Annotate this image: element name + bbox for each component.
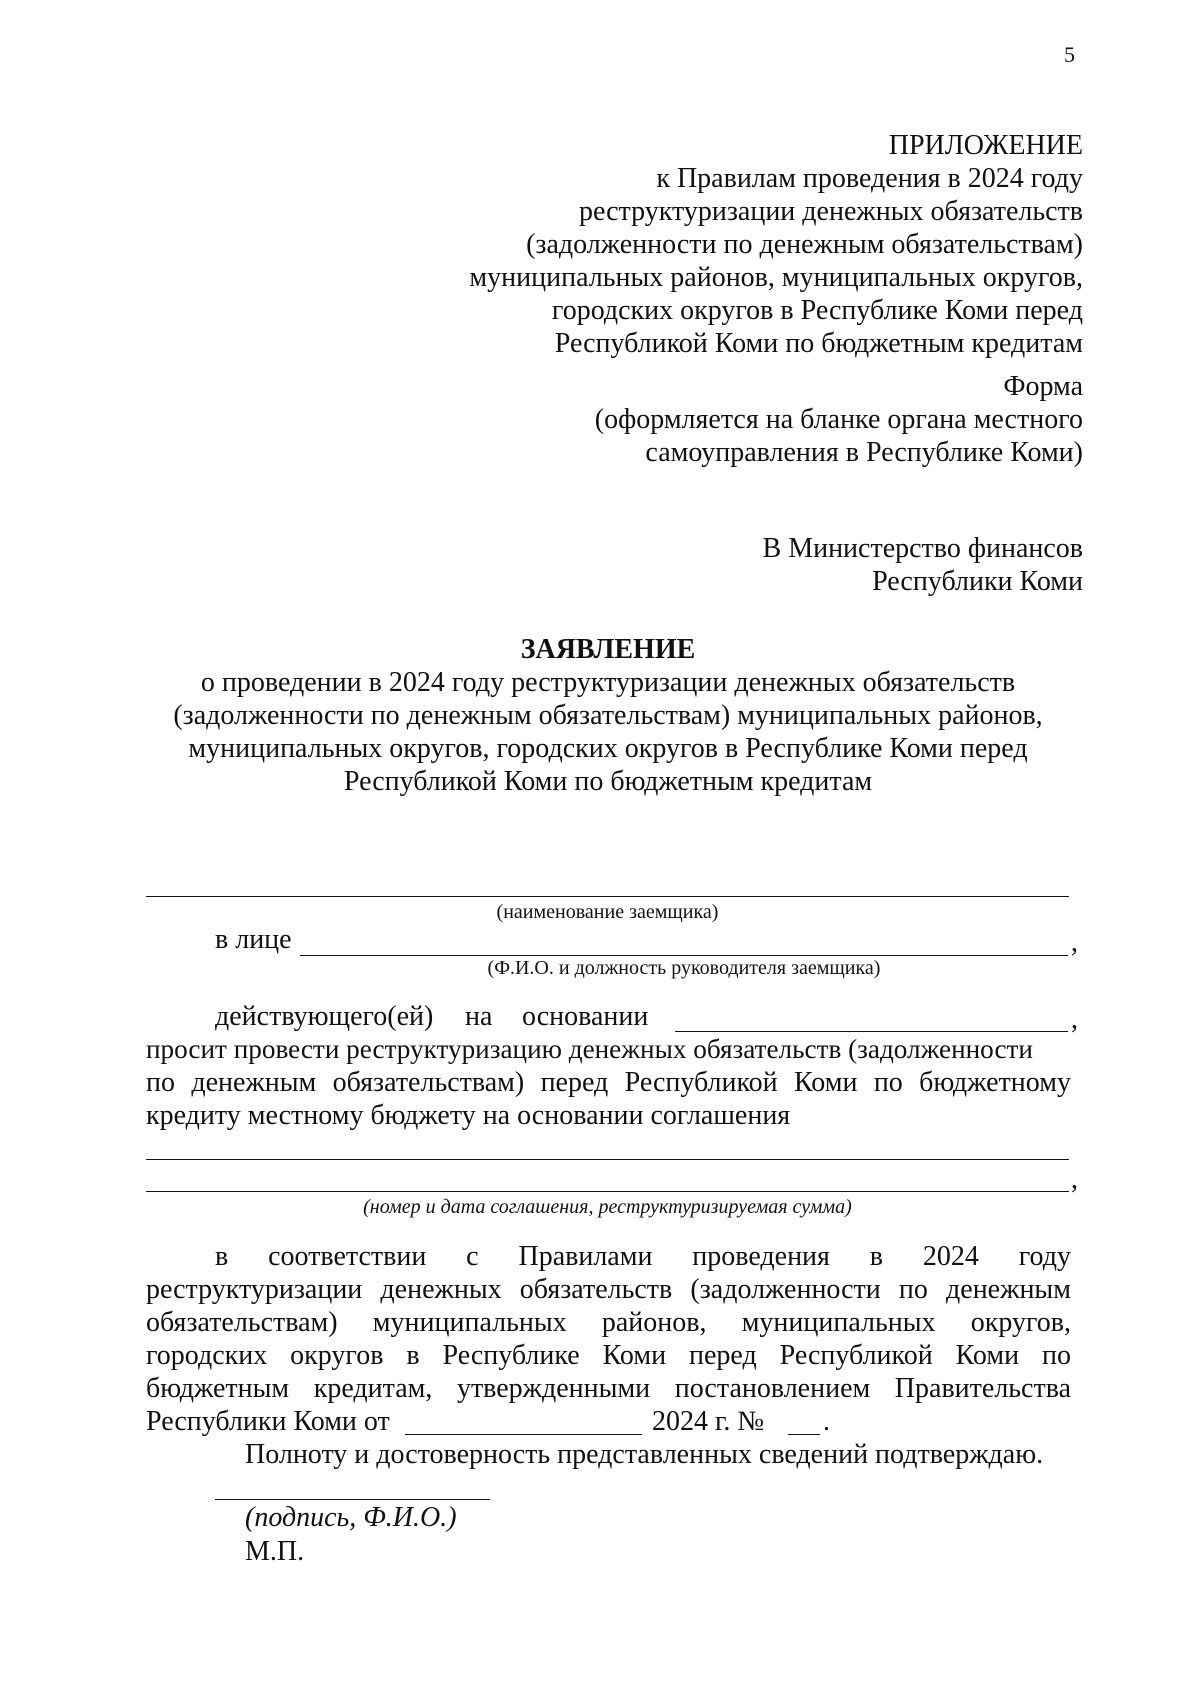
page-number: 5 [1064,42,1075,67]
word: с [466,1241,479,1272]
word: бюджетному [919,1067,1071,1098]
word: обязательств [519,1274,673,1305]
word: обязательствам) [332,1067,525,1098]
subtitle-line: о проведении в 2024 году реструктуризации денежных обязательств [200,667,1016,698]
word: Правительства [894,1373,1071,1404]
word: округов, [970,1307,1071,1338]
comma: , [1071,1164,1078,1195]
appendix-line: (задолженности по денежным обязательствам) [526,229,1083,260]
comma: , [1071,1004,1078,1035]
word: Коми [794,1067,858,1098]
word: 2024 [922,1241,979,1272]
document-title: ЗАЯВЛЕНИЕ [520,634,696,665]
appendix-line: Республикой Коми по бюджетным кредитам [554,328,1083,359]
word: в [406,1340,420,1371]
word: денежным [946,1274,1071,1305]
acting-word: на [465,1001,493,1032]
word: году [1018,1241,1071,1272]
word: (задолженности [690,1274,881,1305]
agreement-caption: (номер и дата соглашения, реструктуризируемая сумма) [363,1196,852,1218]
head-name-caption: (Ф.И.О. и должность руководителя заемщика) [487,957,881,979]
subtitle-line: муниципальных округов, городских округов в Республике Коми перед [188,733,1028,764]
agreement-field[interactable] [146,1191,1069,1192]
comma: , [1071,927,1078,958]
represented-by-label: в лице [215,924,292,955]
resolution-number-field[interactable] [788,1434,820,1435]
appendix-header [363,129,1083,360]
appendix-line: реструктуризации денежных обязательств [579,196,1083,227]
borrower-name-field[interactable] [146,896,1069,897]
borrower-name-caption: (наименование заемщика) [496,901,719,923]
accordance-line [146,1372,1071,1405]
request-line: просит провести реструктуризацию денежных обязательств (задолженности [146,1034,1033,1064]
signature-field[interactable] [215,1499,490,1500]
word: соответствии [268,1241,427,1272]
form-label: Форма [1003,371,1083,402]
addressee-line: Республики Коми [872,566,1083,597]
word: городских [146,1340,268,1371]
word: Республикой [779,1340,933,1371]
word: районов, [601,1307,707,1338]
period: . [823,1406,830,1437]
addressee-line: В Министерство финансов [762,533,1083,564]
document-subtitle [146,666,1070,798]
request-line: кредиту местному бюджету на основании соглашения [146,1100,791,1131]
word: перед [540,1067,609,1098]
agreement-field[interactable] [146,1159,1069,1160]
word: по [898,1274,928,1305]
request-line [146,1066,1071,1099]
basis-field[interactable] [675,1031,1068,1032]
accordance-line [215,1240,1071,1273]
acting-word: основании [522,1001,649,1032]
accordance-number-label: 2024 г. № [652,1406,765,1437]
word: бюджетным [146,1373,290,1404]
subtitle-line: Республикой Коми по бюджетным кредитам [343,766,873,797]
word: в [215,1241,229,1272]
appendix-line: городских округов в Республике Коми перед [551,295,1083,326]
word: Коми [955,1340,1020,1371]
word: по [1042,1340,1071,1371]
word: Республике [442,1340,580,1371]
word: по [146,1067,175,1098]
addressee [363,532,1083,598]
word: муниципальных [741,1307,936,1338]
resolution-date-field[interactable] [405,1434,642,1435]
word: по [873,1067,903,1098]
word: реструктуризации [146,1274,363,1305]
word: муниципальных [372,1307,567,1338]
form-note [363,370,1083,469]
word: в [869,1241,884,1272]
signature-caption: (подпись, Ф.И.О.) [245,1502,457,1533]
word: округов [290,1340,384,1371]
form-note-line: самоуправления в Республике Коми) [645,437,1083,468]
acting-word: действующего(ей) [215,1001,434,1032]
word: Правилами [518,1241,653,1272]
word: перед [689,1340,757,1371]
subtitle-line: (задолженности по денежным обязательствам) муниципальных районов, [173,700,1043,731]
accordance-date-prefix: Республики Коми от [146,1406,390,1437]
stamp-mark: М.П. [245,1536,305,1567]
appendix-title: ПРИЛОЖЕНИЕ [888,130,1083,161]
word: кредитам, [313,1373,433,1404]
word: Республикой [624,1067,778,1098]
word: денежным [191,1067,317,1098]
word: Коми [602,1340,667,1371]
appendix-line: к Правилам проведения в 2024 году [656,163,1083,194]
accordance-line [146,1306,1071,1339]
word: денежных [380,1274,502,1305]
word: утвержденными [456,1373,651,1404]
accordance-line [146,1339,1071,1372]
word: проведения [692,1241,830,1272]
word: обязательствам) [146,1307,338,1338]
appendix-line: муниципальных районов, муниципальных округов, [469,262,1083,293]
form-note-line: (оформляется на бланке органа местного [594,404,1083,435]
confirmation-text: Полноту и достоверность представленных сведений подтверждаю. [245,1439,1044,1470]
word: постановлением [674,1373,871,1404]
accordance-line [146,1273,1071,1306]
